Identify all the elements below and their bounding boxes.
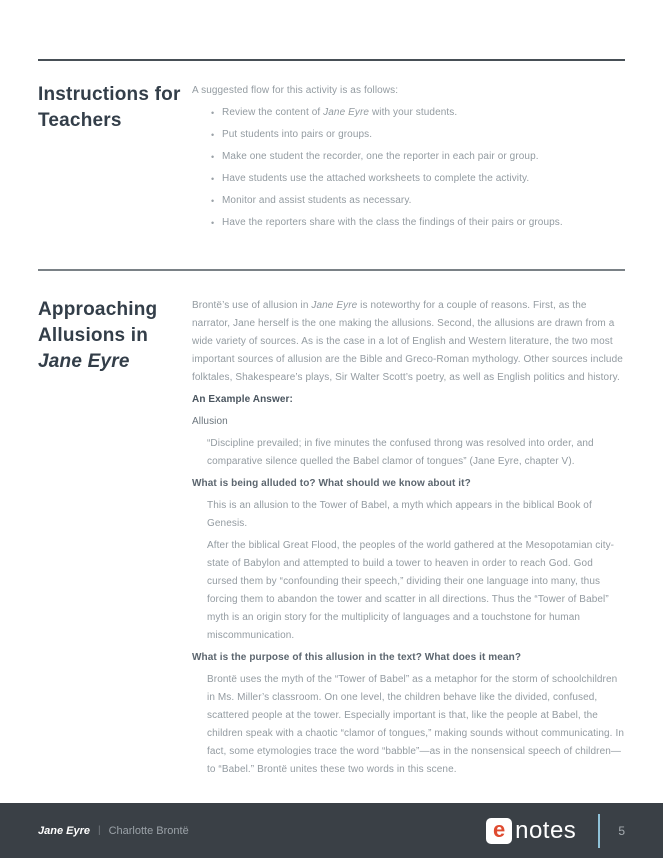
- footer-author: Charlotte Brontë: [108, 824, 189, 837]
- footer-book-info: [38, 825, 189, 837]
- page-content: [0, 59, 663, 783]
- paragraph-text: Brontë’s use of allusion in: [192, 300, 312, 311]
- question-heading: What is the purpose of this allusion in the text? What does it mean?: [192, 652, 522, 663]
- instructions-heading: Instructions for Teachers: [38, 84, 181, 131]
- list-item: • Make one student the recorder, one the reporter in each pair or group.: [222, 148, 625, 166]
- page-footer: [0, 803, 663, 858]
- enotes-logo: [486, 818, 576, 844]
- list-item: [222, 104, 625, 122]
- answer-paragraph: After the biblical Great Flood, the peoples of the world gathered at the Mesopotamian city-state of Babylon and attempted to build a tower to heaven in order to reach God. God cursed them by “confounding their speech,” dividing their one language into many, thus forcing them to abandon the tower and scatter in all directions. Thus the “Tower of Babel” myth is an origin story for the multiplicity of languages and a touchstone for human miscommunication.: [207, 540, 615, 641]
- list-item: • Monitor and assist students as necessary.: [222, 192, 625, 210]
- footer-book-title: Jane Eyre: [38, 824, 90, 837]
- list-item: • Have the reporters share with the class the findings of their pairs or groups.: [222, 214, 625, 232]
- instructions-section: [38, 61, 625, 269]
- quote-text: “Discipline prevailed; in five minutes the confused throng was resolved into order, and comparative silence quelled the Babel clamor of tongues” (Jane Eyre, chapter V).: [207, 438, 594, 467]
- allusions-heading: [38, 297, 192, 375]
- list-item: • Put students into pairs or groups.: [222, 126, 625, 144]
- footer-brand-area: [486, 814, 625, 848]
- enotes-e-icon: e: [486, 818, 512, 844]
- heading-text: Approaching Allusions in: [38, 299, 158, 346]
- bullet-text: with your students.: [369, 107, 458, 118]
- list-item: • Have students use the attached worksheets to complete the activity.: [222, 170, 625, 188]
- paragraph: [192, 297, 625, 387]
- allusions-section: [38, 271, 625, 783]
- paragraph-text-italic: Jane Eyre: [311, 300, 358, 311]
- question-heading: What is being alluded to? What should we know about it?: [192, 478, 471, 489]
- instructions-list: [192, 104, 625, 232]
- allusions-body-column: [192, 297, 625, 783]
- bullet-text-italic: Jane Eyre: [323, 107, 370, 118]
- allusions-heading-column: [38, 297, 192, 375]
- footer-divider-line: [598, 814, 600, 848]
- heading-text-italic: Jane Eyre: [38, 351, 130, 372]
- instructions-heading-column: [38, 82, 192, 134]
- answer-paragraph: This is an allusion to the Tower of Babel, a myth which appears in the biblical Book of Genesis.: [207, 500, 592, 529]
- bullet-text: Review the content of: [222, 107, 324, 118]
- footer-separator: |: [97, 825, 101, 836]
- enotes-logo-text: notes: [515, 816, 577, 844]
- allusion-label: Allusion: [192, 416, 228, 427]
- paragraph-text: is noteworthy for a couple of reasons. First, as the narrator, Jane herself is the one making the allusions. Second, the allusions are drawn from a wide variety of sources. As is the case in a lot of English and Western literature, the two most important sources of allusion are the Bible and Greco-Roman mythology. Other sources include folktales, Shakespeare’s plays, Sir Walter Scott’s poetry, as well as English politics and history.: [192, 300, 623, 383]
- instructions-intro: A suggested flow for this activity is as follows:: [192, 85, 399, 96]
- instructions-body-column: [192, 82, 625, 236]
- page-number: 5: [618, 823, 625, 838]
- example-answer-label: An Example Answer:: [192, 394, 293, 405]
- answer-paragraph: Brontë uses the myth of the “Tower of Babel” as a metaphor for the storm of schoolchildren in Ms. Miller’s classroom. On one level, the children behave like the divided, confused, scattered people at the tower. Especially important is that, like the people at Babel, the children speak with a chaotic “clamor of tongues,” making sounds without communicating. In fact, some etymologies trace the word “babble”—as in the nonsensical speech of children—to “Babel.” Brontë unites these two words in this scene.: [207, 674, 624, 775]
